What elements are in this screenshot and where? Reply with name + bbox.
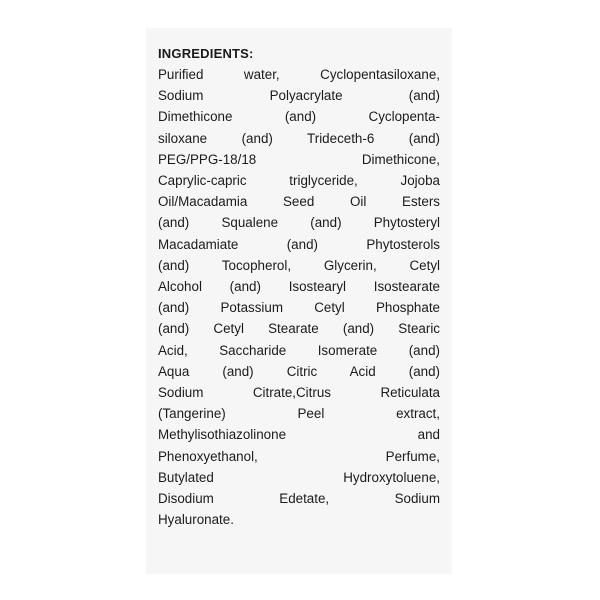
- ingredient-line: Disodium Edetate, Sodium: [158, 491, 440, 507]
- ingredient-line: Macadamiate (and) Phytosterols: [158, 236, 440, 252]
- ingredient-line: PEG/PPG-18/18 Dimethicone,: [158, 151, 440, 167]
- ingredient-line: (and) Tocopherol, Glycerin, Cetyl: [158, 257, 440, 273]
- ingredient-line: Alcohol (and) Isostearyl Isostearate: [158, 279, 440, 295]
- ingredient-line: Methylisothiazolinone and: [158, 427, 440, 443]
- ingredient-line: Acid, Saccharide Isomerate (and): [158, 342, 440, 358]
- ingredient-line: Dimethicone (and) Cyclopenta-: [158, 109, 440, 125]
- ingredient-line: (Tangerine) Peel extract,: [158, 406, 440, 422]
- ingredient-line: Aqua (and) Citric Acid (and): [158, 363, 440, 379]
- ingredient-line: (and) Cetyl Stearate (and) Stearic: [158, 321, 440, 337]
- ingredient-line: Hyaluronate.: [158, 512, 234, 528]
- ingredient-line: Sodium Polyacrylate (and): [158, 88, 440, 104]
- ingredient-line: Sodium Citrate,Citrus Reticulata: [158, 385, 440, 401]
- ingredient-line: (and) Squalene (and) Phytosteryl: [158, 215, 440, 231]
- ingredient-line: siloxane (and) Trideceth-6 (and): [158, 130, 440, 146]
- ingredient-line: Butylated Hydroxytoluene,: [158, 469, 440, 485]
- ingredients-content: [158, 43, 440, 530]
- ingredient-line: (and) Potassium Cetyl Phosphate: [158, 300, 440, 316]
- ingredient-line: Oil/Macadamia Seed Oil Esters: [158, 194, 440, 210]
- ingredients-list: [158, 64, 440, 530]
- ingredient-line: Purified water, Cyclopentasiloxane,: [158, 67, 440, 82]
- ingredients-heading: INGREDIENTS:: [158, 46, 254, 61]
- ingredient-line: Caprylic-capric triglyceride, Jojoba: [158, 173, 440, 189]
- ingredient-line: Phenoxyethanol, Perfume,: [158, 448, 440, 464]
- ingredients-label: [146, 28, 452, 574]
